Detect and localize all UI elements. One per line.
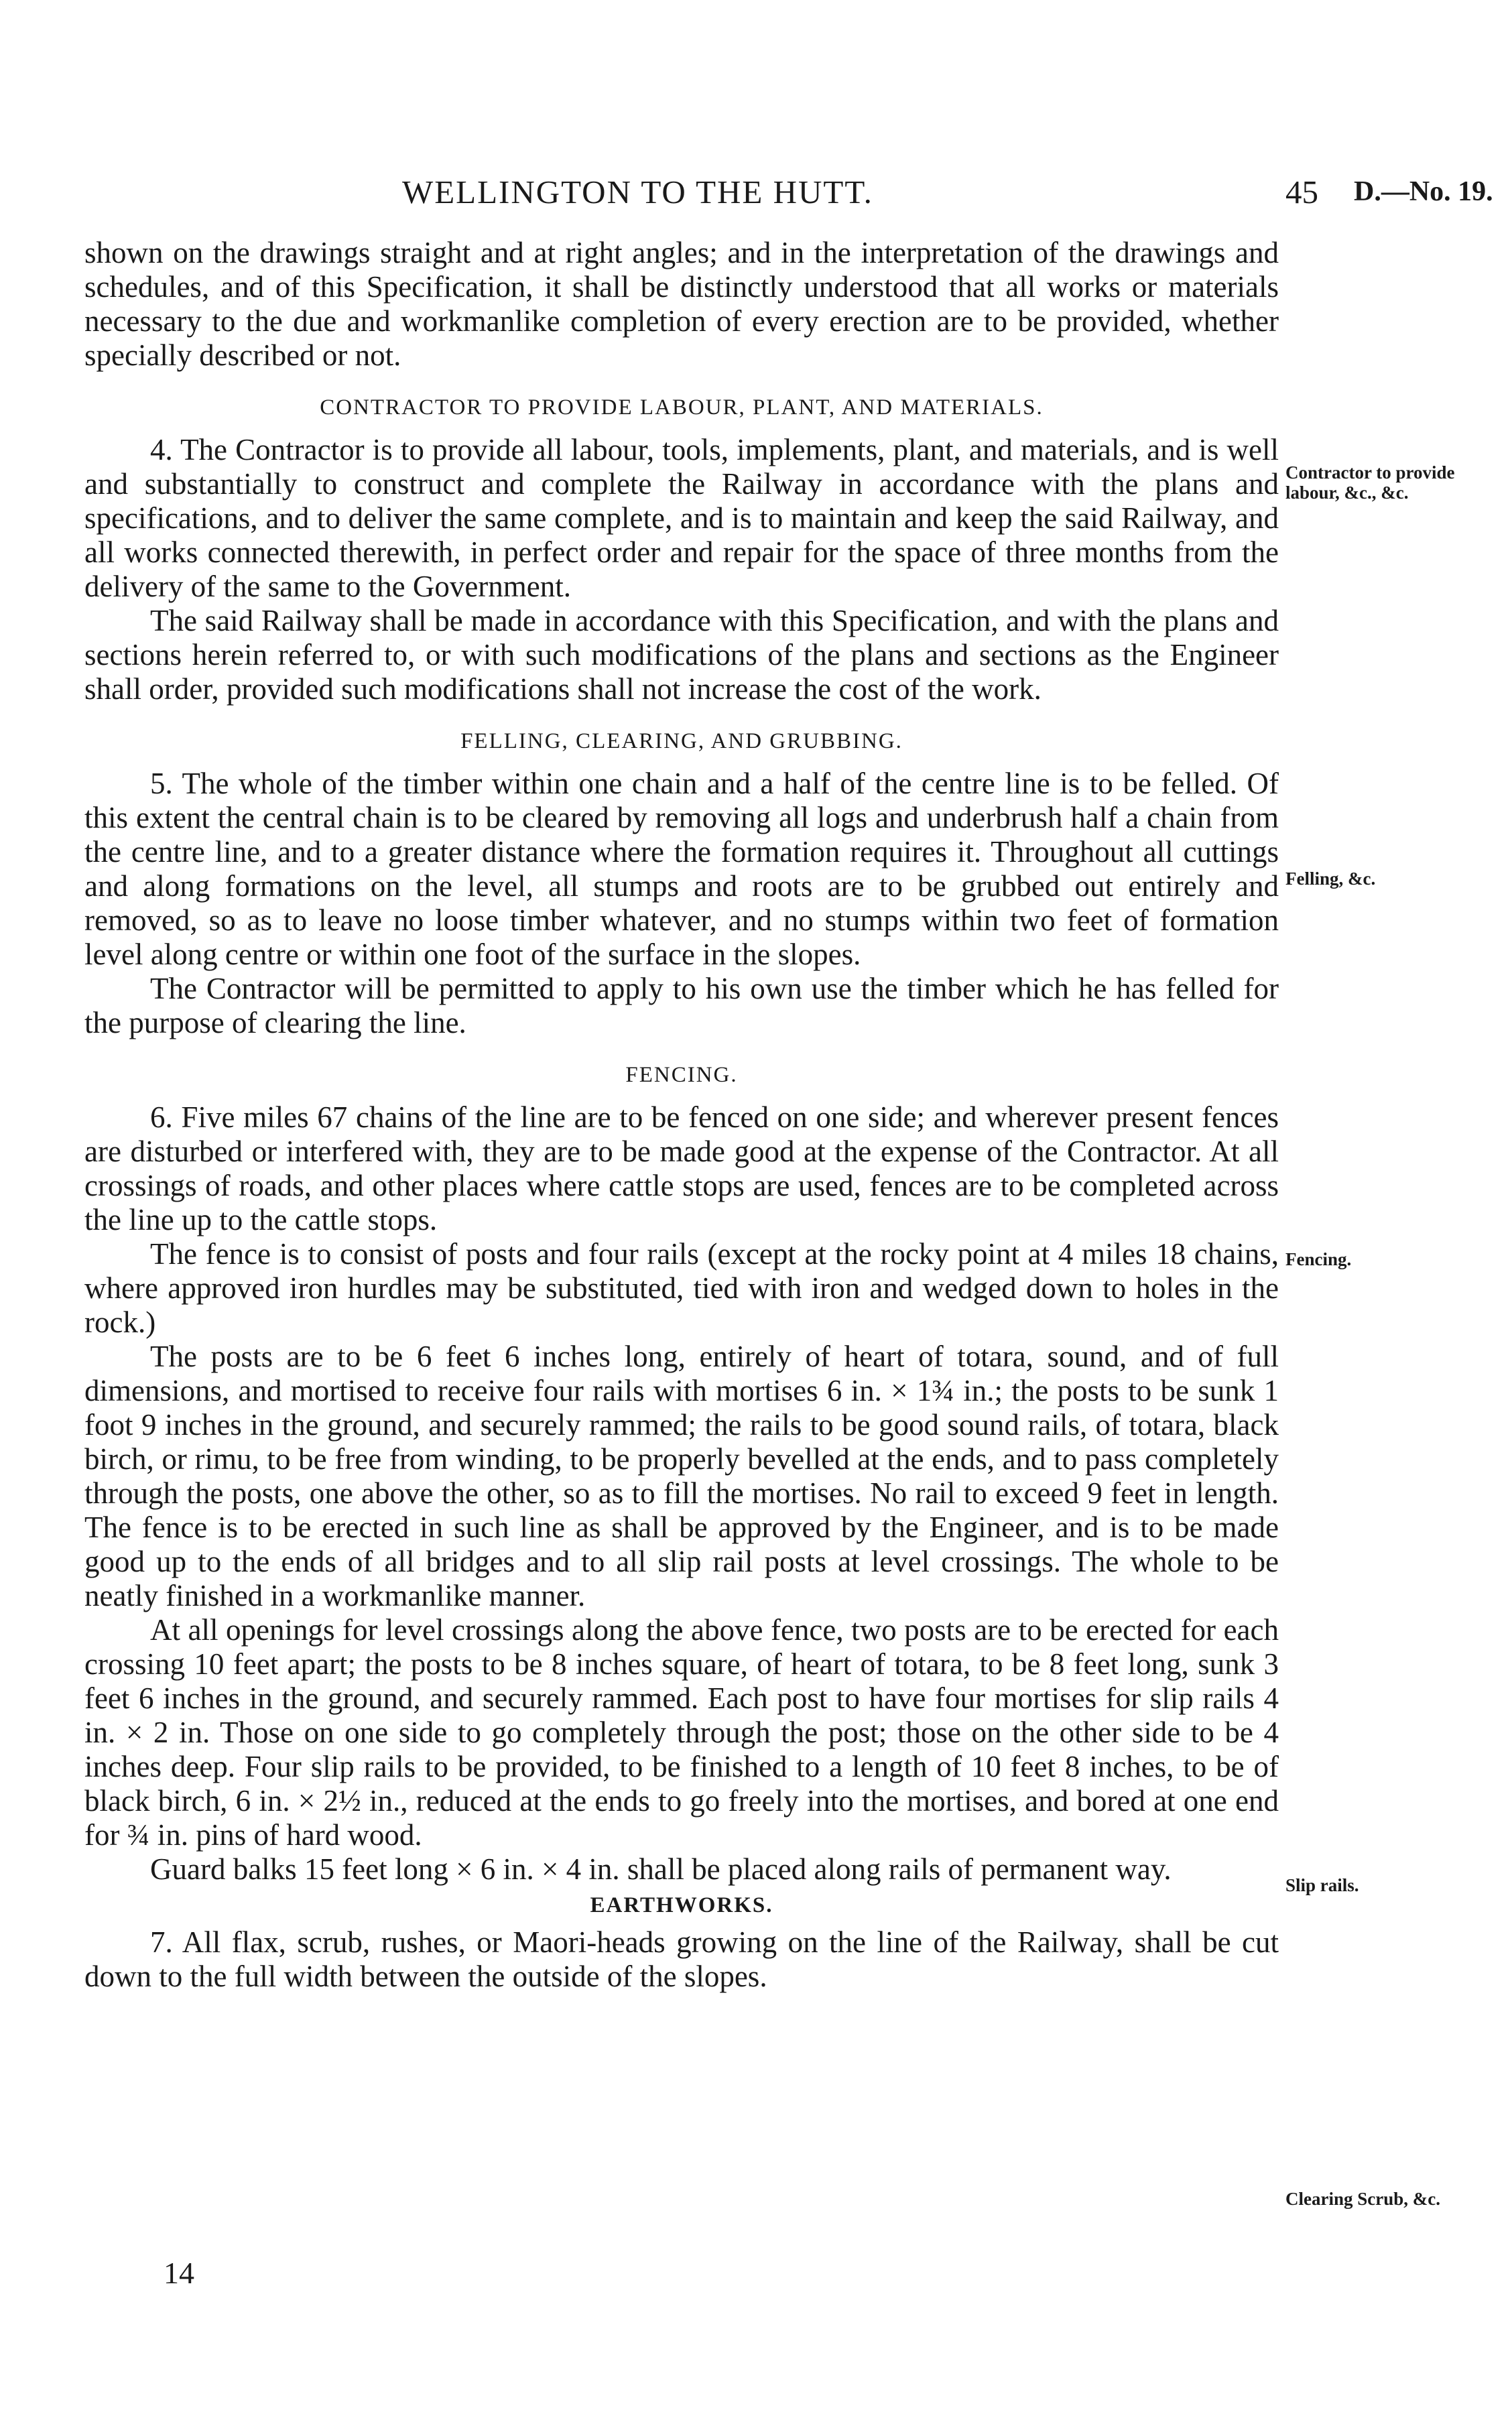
- paragraph-4: 4. The Contractor is to provide all labour, tools, implements, plant, and materials, and is well and substantially to construct and complete the Railway in accordance with the plans and specifications, and to deliver the same complete, and is to maintain and keep the said Railway, and all works connected therewith, in perfect order and repair for the space of three months from the delivery of the same to the Government.: [84, 433, 1279, 603]
- body-text: [84, 236, 1279, 1994]
- paragraph-5: 5. The whole of the timber within one chain and a half of the centre line is to be felled. Of this extent the central chain is to be cleared by removing all logs and underbrush half a chain from the centre line, and to a greater distance where the formation requires it. Throughout all cuttings and along formations on the level, all stumps and roots are to be grubbed out entirely and removed, so as to leave no loose timber whatever, and no stumps within two feet of formation level along centre or within one foot of the surface in the slopes.: [84, 767, 1279, 971]
- running-head: [0, 173, 1512, 213]
- margin-note-contractor: Contractor to provide labour, &c., &c.: [1285, 462, 1455, 503]
- intro-paragraph: shown on the drawings straight and at right angles; and in the interpretation of the drawings and schedules, and of this Specification, it shall be distinctly understood that all works or materials necessary to the due and workmanlike completion of every erection are to be provided, whether specially described or not.: [84, 236, 1279, 372]
- paragraph-6: 6. Five miles 67 chains of the line are to be fenced on one side; and wherever present fences are disturbed or interfered with, they are to be made good at the expense of the Contractor. At all crossings of roads, and other places where cattle stops are used, fences are to be completed across the line up to the cattle stops.: [84, 1100, 1279, 1236]
- paragraph-7: 7. All flax, scrub, rushes, or Maori-heads growing on the line of the Railway, shall be cut down to the full width between the outside of the slopes.: [84, 1925, 1279, 1993]
- signature-mark: 14: [164, 2256, 194, 2290]
- document-reference: D.—No. 19.: [1354, 176, 1493, 207]
- paragraph-6-fence: The fence is to consist of posts and four rails (except at the rocky point at 4 miles 18 chains, where approved iron hurdles may be substituted, tied with iron and wedged down to holes in the rock.): [84, 1237, 1279, 1339]
- paragraph-6-guard-balks: Guard balks 15 feet long × 6 in. × 4 in. shall be placed along rails of permanent way.: [150, 1852, 1172, 1886]
- paragraph-6-posts: The posts are to be 6 feet 6 inches long, entirely of heart of totara, sound, and of full dimensions, and mortised to receive four rails with mortises 6 in. × 1¾ in.; the posts to be sunk 1 foot 9 inches in the ground, and securely rammed; the rails to be good sound rails, of totara, black birch, or rimu, to be free from winding, to be properly bevelled at the ends, and to pass completely through the posts, one above the other, so as to fill the mortises. No rail to exceed 9 feet in length. The fence is to be erected in such line as shall be approved by the Engineer, and is to be made good up to the ends of all bridges and to all slip rail posts at level crossings. The whole to be neatly finished in a workmanlike manner.: [84, 1340, 1279, 1612]
- margin-note-clearing-scrub: Clearing Scrub, &c.: [1285, 2189, 1440, 2209]
- page-number: 45: [1285, 174, 1318, 210]
- margin-note-felling: Felling, &c.: [1285, 869, 1376, 889]
- running-title: WELLINGTON TO THE HUTT.: [402, 174, 873, 210]
- section-heading-fencing: FENCING.: [625, 1063, 738, 1087]
- paragraph-4-continued: The said Railway shall be made in accordance with this Specification, and with the plans and sections herein referred to, or with such modifications of the plans and sections as the Engineer shall order, provided such modifications shall not increase the cost of the work.: [84, 604, 1279, 706]
- margin-note-slip-rails: Slip rails.: [1285, 1875, 1359, 1895]
- section-heading-earthworks: EARTHWORKS.: [590, 1893, 773, 1917]
- section-heading-felling: FELLING, CLEARING, AND GRUBBING.: [460, 729, 903, 753]
- margin-note-fencing: Fencing.: [1285, 1249, 1352, 1269]
- paragraph-5-continued: The Contractor will be permitted to apply to his own use the timber which he has felled for the purpose of clearing the line.: [84, 972, 1279, 1039]
- paragraph-6-slip-rails: At all openings for level crossings along the above fence, two posts are to be erected for each crossing 10 feet apart; the posts to be 8 inches square, of heart of totara, to be 8 feet long, sunk 3 feet 6 inches in the ground, and securely rammed. Each post to have four mortises for slip rails 4 in. × 2 in. Those on one side to go completely through the post; those on the other side to be 4 inches deep. Four slip rails to be provided, to be finished to a length of 10 feet 8 inches, to be of black birch, 6 in. × 2½ in., reduced at the ends to go freely into the mortises, and bored at one end for ¾ in. pins of hard wood.: [84, 1613, 1279, 1852]
- section-heading-contractor: CONTRACTOR TO PROVIDE LABOUR, PLANT, AND MATERIALS.: [320, 395, 1044, 420]
